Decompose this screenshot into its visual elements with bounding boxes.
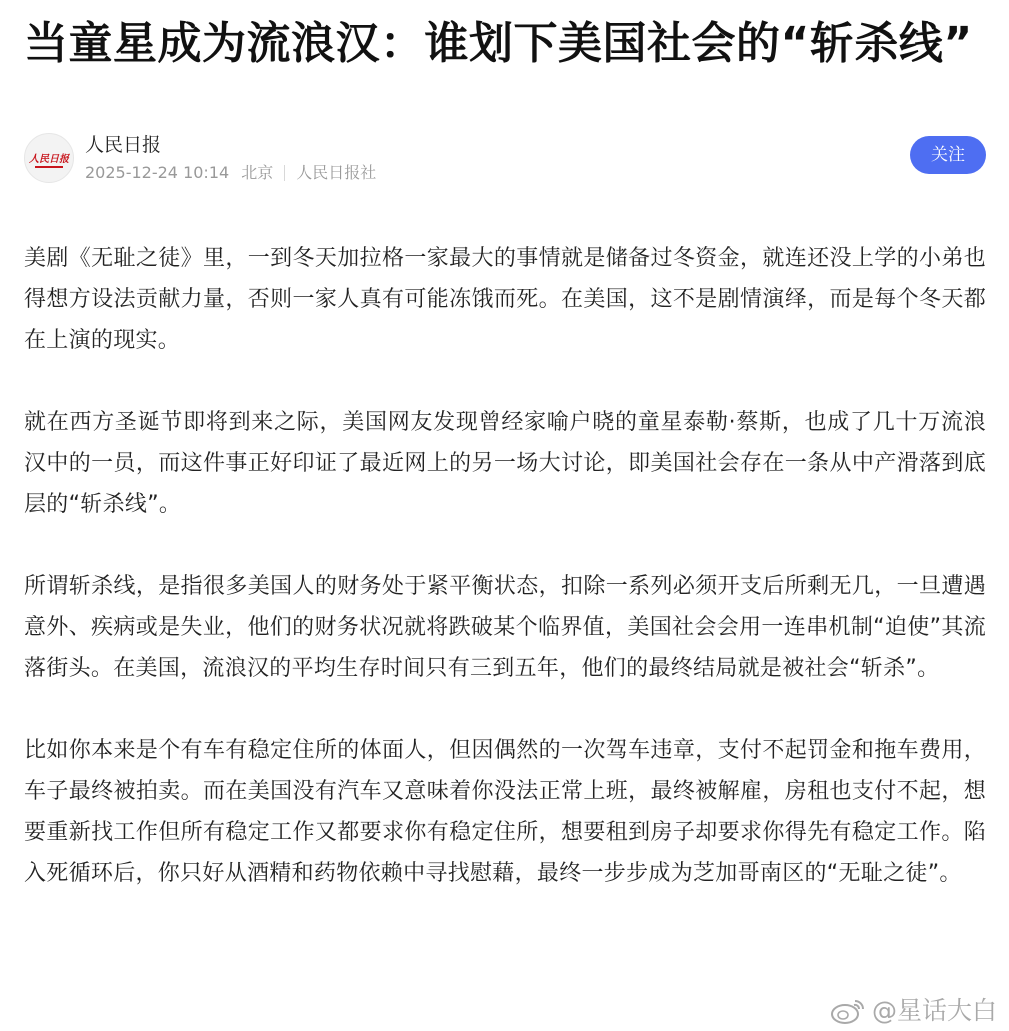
logo-text: 人民日报 <box>29 154 69 165</box>
author-avatar[interactable] <box>24 133 74 183</box>
peoples-daily-logo-icon <box>26 135 72 181</box>
article-paragraph: 所谓斩杀线，是指很多美国人的财务处于紧平衡状态，扣除一系列必须开支后所剩无几，一旦遭遇意外、疾病或是失业，他们的财务状况就将跌破某个临界值，美国社会会用一连串机制“迫使”其流落街头。在美国，流浪汉的平均生存时间只有三到五年，他们的最终结局就是被社会“斩杀”。 <box>24 574 986 681</box>
article-title: 当童星成为流浪汉：谁划下美国社会的“斩杀线” <box>24 18 973 69</box>
watermark-text: @星话大白 <box>871 996 997 1025</box>
weibo-watermark <box>830 995 997 1027</box>
author-bar <box>24 130 986 186</box>
article-paragraph: 比如你本来是个有车有稳定住所的体面人，但因偶然的一次驾车违章，支付不起罚金和拖车费用，车子最终被拍卖。而在美国没有汽车又意味着你没法正常上班，最终被解雇，房租也支付不起，想要重新找工作但所有稳定工作又都要求你有稳定住所，想要租到房子却要求你得先有稳定工作。陷入死循环后，你只好从酒精和药物依赖中寻找慰藉，最终一步步成为芝加哥南区的“无耻之徒”。 <box>24 738 986 886</box>
article-paragraph: 就在西方圣诞节即将到来之际，美国网友发现曾经家喻户晓的童星泰勒·蔡斯，也成了几十万流浪汉中的一员，而这件事正好印证了最近网上的另一场大讨论，即美国社会存在一条从中产滑落到底层的“斩杀线”。 <box>24 410 986 517</box>
article-paragraph: 美剧《无耻之徒》里，一到冬天加拉格一家最大的事情就是储备过冬资金，就连还没上学的小弟也得想方设法贡献力量，否则一家人真有可能冻饿而死。在美国，这不是剧情演绎，而是每个冬天都在上演的现实。 <box>24 246 986 353</box>
article-page <box>24 14 986 935</box>
publish-source: 人民日报社 <box>296 163 377 182</box>
publish-date: 2025-12-24 10:14 <box>85 163 230 182</box>
meta-divider <box>284 165 285 181</box>
article-body <box>24 238 986 894</box>
weibo-icon <box>830 997 866 1025</box>
article-meta <box>85 162 376 184</box>
author-name[interactable]: 人民日报 <box>85 134 162 156</box>
follow-button[interactable]: 关注 <box>910 136 986 174</box>
publish-location: 北京 <box>241 163 274 182</box>
author-info <box>85 132 376 184</box>
